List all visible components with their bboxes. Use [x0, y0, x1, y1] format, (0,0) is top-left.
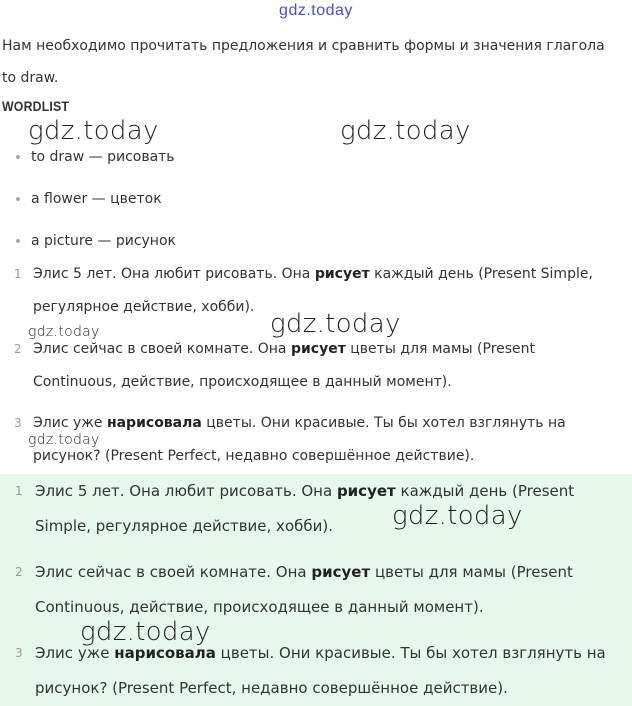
answer-item	[15, 636, 627, 706]
bullet-icon	[16, 155, 20, 159]
watermark: gdz.today	[28, 116, 159, 146]
answer-item	[15, 555, 627, 625]
wordlist-item: a flower — цветок	[16, 191, 162, 207]
bullet-icon	[16, 239, 20, 243]
watermark: gdz.today	[270, 309, 401, 339]
wordlist-item: to draw — рисовать	[16, 149, 175, 165]
answer-text: Элис сейчас в своей комнате. Она рисует цветы для мамы (Present Continuous, действие, происходящее в данный момент).	[35, 563, 573, 616]
wordlist-item: a picture — рисунок	[16, 233, 176, 249]
answer-text: Элис уже нарисовала цветы. Они красивые. Ты бы хотел взглянуть на рисунок? (Present Perfect, недавно совершённое действие).	[35, 644, 606, 697]
watermark: gdz.today	[340, 116, 471, 146]
answer-item	[15, 474, 627, 544]
item-number: 3	[15, 646, 23, 660]
item-number: 1	[14, 267, 22, 281]
watermark: gdz.today	[28, 432, 100, 448]
example-item	[14, 333, 614, 399]
watermark-header: gdz.today	[279, 2, 353, 19]
item-number: 3	[14, 416, 22, 430]
example-text: Элис 5 лет. Она любит рисовать. Она рисует каждый день (Present Simple, регулярное действие, хобби).	[33, 266, 593, 315]
example-text: Элис уже нарисовала цветы. Они красивые. Ты бы хотел взглянуть на рисунок? (Present Perfect, недавно совершённое действие).	[33, 415, 566, 464]
item-number: 1	[15, 484, 23, 498]
bullet-icon	[16, 197, 20, 201]
intro-text: Нам необходимо прочитать предложения и сравнить формы и значения глагола to draw.	[2, 38, 605, 86]
watermark: gdz.today	[392, 501, 523, 531]
watermark: gdz.today	[80, 617, 211, 647]
answer-text: Элис 5 лет. Она любит рисовать. Она рисует каждый день (Present Simple, регулярное действие, хобби).	[35, 482, 575, 535]
item-number: 2	[15, 565, 23, 579]
example-text: Элис сейчас в своей комнате. Она рисует цветы для мамы (Present Continuous, действие, происходящее в данный момент).	[33, 341, 536, 390]
item-number: 2	[14, 342, 22, 356]
example-item	[14, 407, 614, 473]
wordlist-title: WORDLIST	[2, 98, 70, 114]
watermark: gdz.today	[28, 324, 100, 340]
